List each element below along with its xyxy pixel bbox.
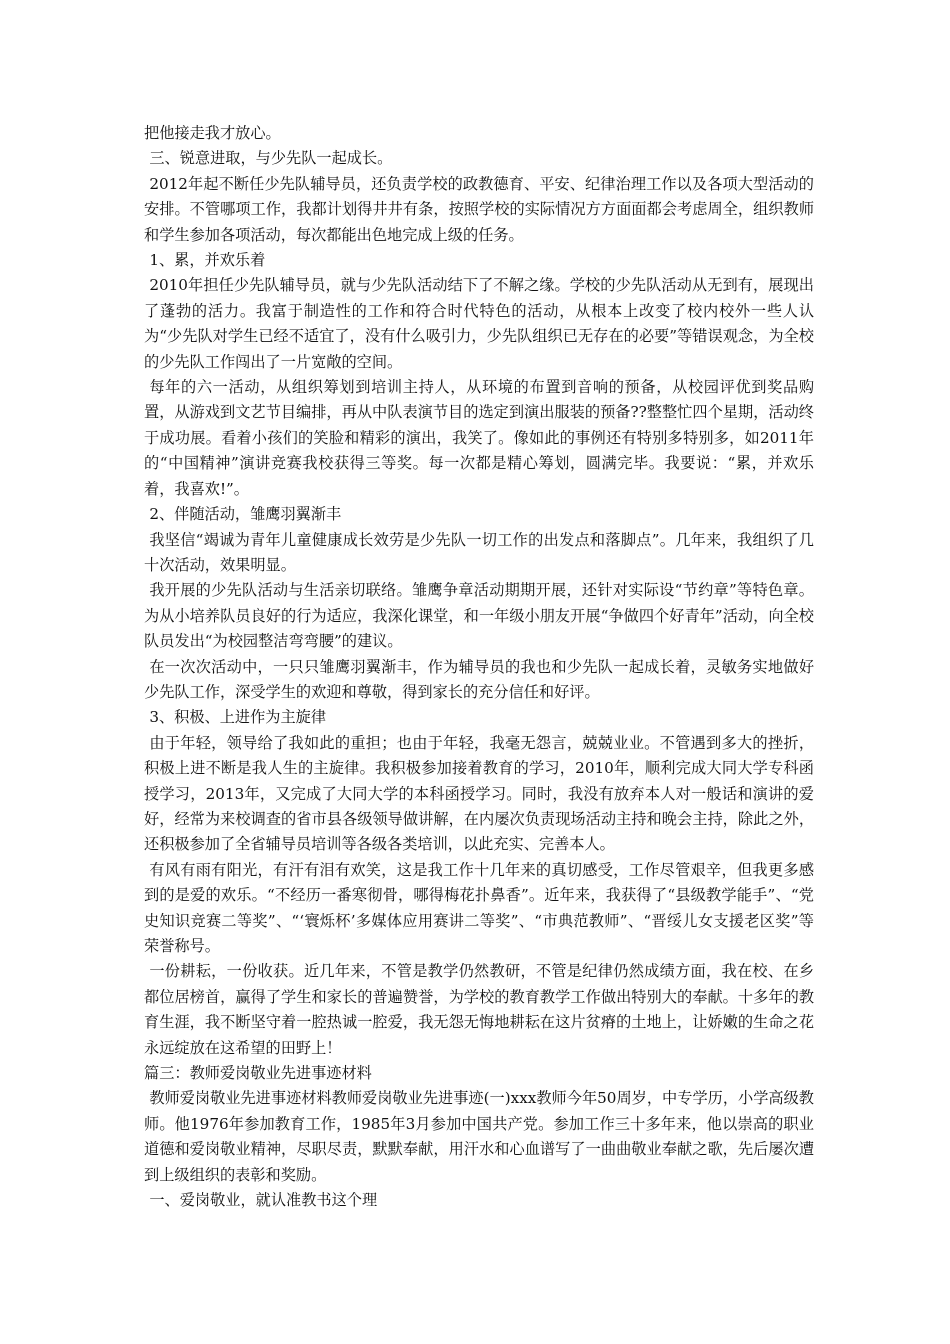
paragraph-5: 2010年担任少先队辅导员，就与少先队活动结下了不解之缘。学校的少先队活动从无到有，展现出了蓬勃的活力。我富于制造性的工作和符合时代特色的活动，从根本上改变了校内校外一些人认为“少先队对学生已经不适宜了，没有什么吸引力，少先队组织已无存在的必要”等错误观念，为全校的少先队工作闯出了一片宽敞的空间。 bbox=[144, 276, 814, 371]
section-heading-1: 一、爱岗敬业，就认准教书这个理 bbox=[149, 1191, 378, 1210]
paragraph-13: 有风有雨有阳光，有汗有泪有欢笑，这是我工作十几年来的真切感受，工作尽管艰辛，但我更多感到的是爱的欢乐。“不经历一番寒彻骨，哪得梅花扑鼻香”。近年来，我获得了“县级教学能手”、“党史知识竞赛二等奖”、“‘寰烁杯’多媒体应用赛讲二等奖”、“市典范教师”、“晋绥儿女支援老区奖”等荣誉称号。 bbox=[144, 860, 814, 955]
paragraph-9: 我开展的少先队活动与生活亲切联络。雏鹰争章活动期期开展，还针对实际设“节约章”等特色章。为从小培养队员良好的行为适应，我深化课堂，和一年级小朋友开展“争做四个好青年”活动，向全校队员发出“为校园整洁弯弯腰”的建议。 bbox=[144, 581, 814, 651]
subheading-2: 2、伴随活动，雏鹰羽翼渐丰 bbox=[149, 505, 342, 524]
paragraph-16: 教师爱岗敬业先进事迹材料教师爱岗敬业先进事迹(一)xxx教师今年50周岁，中专学历，小学高级教师。他1976年参加教育工作，1985年3月参加中国共产党。参加工作三十多年来，他以崇高的职业道德和爱岗敬业精神，尽职尽责，默默奉献，用汗水和心血谱写了一曲曲敬业奉献之歌，先后屡次遭到上级组织的表彰和奖励。 bbox=[144, 1089, 814, 1184]
paragraph-10: 在一次次活动中，一只只雏鹰羽翼渐丰，作为辅导员的我也和少先队一起成长着，灵敏务实地做好少先队工作，深受学生的欢迎和尊敬，得到家长的充分信任和好评。 bbox=[144, 657, 814, 701]
paragraph-14: 一份耕耘，一份收获。近几年来，不管是教学仍然教研，不管是纪律仍然成绩方面，我在校、在乡都位居榜首，赢得了学生和家长的普遍赞誉，为学校的教育教学工作做出特别大的奉献。十多年的教育生涯，我不断坚守着一腔热诚一腔爱，我无怨无悔地耕耘在这片贫瘠的土地上，让娇嫩的生命之花永远绽放在这希望的田野上！ bbox=[144, 962, 814, 1057]
chapter-heading: 篇三：教师爱岗敬业先进事迹材料 bbox=[144, 1064, 372, 1083]
paragraph-6: 每年的六一活动，从组织筹划到培训主持人，从环境的布置到音响的预备，从校园评优到奖品购置，从游戏到文艺节目编排，再从中队表演节目的选定到演出服装的预备??整整忙四个星期，活动终于成功展。看着小孩们的笑脸和精彩的演出，我笑了。像如此的事例还有特别多特别多，如2011年的“中国精神”演讲竞赛我校获得三等奖。每一次都是精心筹划，圆满完毕。我要说：“累，并欢乐着，我喜欢!”。 bbox=[144, 378, 814, 498]
document-body bbox=[144, 121, 814, 1213]
paragraph-3: 2012年起不断任少先队辅导员，还负责学校的政教德育、平安、纪律治理工作以及各项大型活动的安排。不管哪项工作，我都计划得井井有条，按照学校的实际情况方方面面都会考虑周全，组织教师和学生参加各项活动，每次都能出色地完成上级的任务。 bbox=[144, 174, 814, 244]
section-heading-3: 三、锐意进取，与少先队一起成长。 bbox=[149, 149, 393, 168]
paragraph-1: 把他接走我才放心。 bbox=[144, 124, 281, 142]
paragraph-8: 我坚信“竭诚为青年儿童健康成长效劳是少先队一切工作的出发点和落脚点”。几年来，我组织了几十次活动，效果明显。 bbox=[144, 530, 814, 574]
paragraph-12: 由于年轻，领导给了我如此的重担；也由于年轻，我毫无怨言，兢兢业业。不管遇到多大的挫折，积极上进不断是我人生的主旋律。我积极参加接着教育的学习，2010年，顺利完成大同大学专科函授学习，2013年，又完成了大同大学的本科函授学习。同时，我没有放弃本人对一般话和演讲的爱好，经常为来校调查的省市县各级领导做讲解，在内屡次负责现场活动主持和晚会主持，除此之外，还积极参加了全省辅导员培训等各级各类培训，以此充实、完善本人。 bbox=[144, 733, 814, 854]
subheading-1: 1、累，并欢乐着 bbox=[149, 251, 266, 270]
subheading-3: 3、积极、上进作为主旋律 bbox=[149, 708, 327, 727]
